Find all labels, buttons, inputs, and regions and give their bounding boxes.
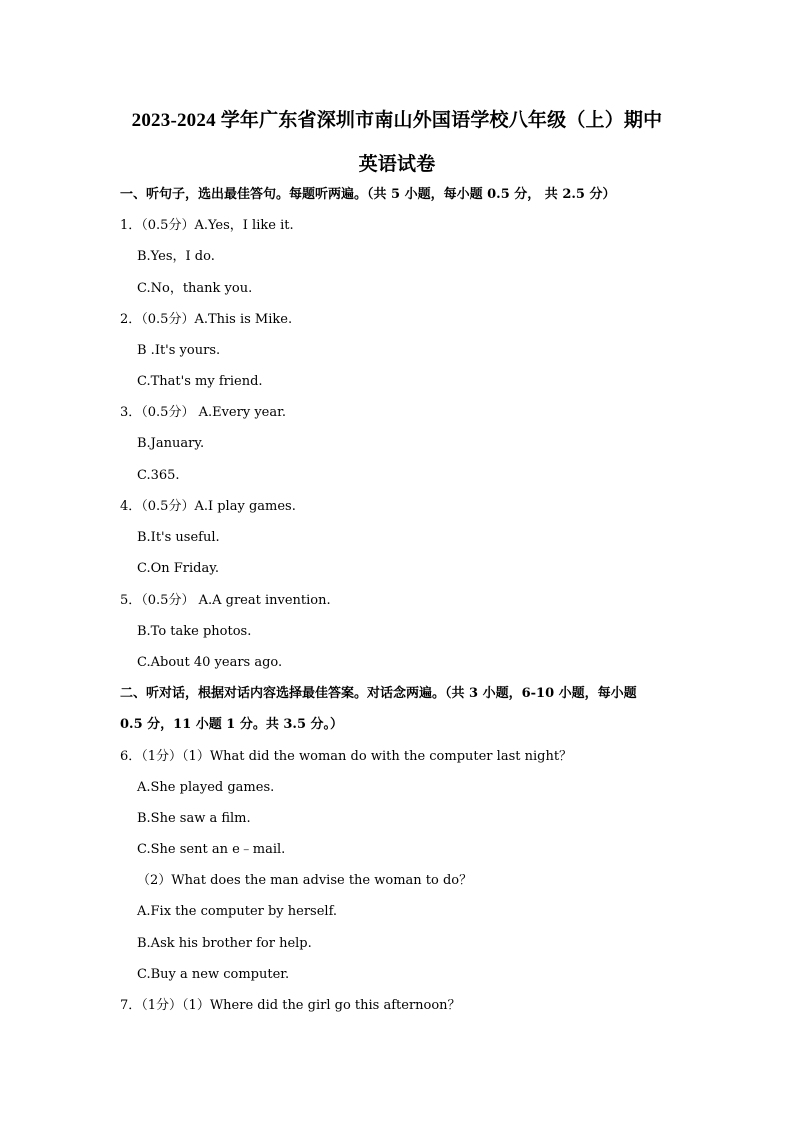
q6-sub2-stem: （2）What does the man advise the woman to do？ (137, 873, 473, 888)
q6-sub2-option-a: A.Fix the computer by herself. (137, 904, 338, 919)
q6-option-a: A.She played games. (137, 780, 275, 795)
q2-option-c: C.That's my friend. (137, 374, 263, 389)
q6-option-b: B.She saw a film. (137, 811, 251, 826)
q1-option-b: B.Yes，I do. (137, 249, 215, 264)
q6-sub2-option-b: B.Ask his brother for help. (137, 936, 312, 951)
q3-option-c: C.365. (137, 468, 180, 483)
q5-option-c: C.About 40 years ago. (137, 655, 283, 670)
q4-option-c: C.On Friday. (137, 561, 219, 576)
page-title: 2023-2024 学年广东省深圳市南山外国语学校八年级（上）期中 (131, 110, 663, 131)
section-1-header: 一、听句子，选出最佳答句。每题听两遍。（共 5 小题，每小题 0.5 分， 共 2.5 分） (120, 187, 616, 202)
q2-option-b: B .It's yours. (137, 343, 221, 358)
section-2-header-line1: 二、听对话，根据对话内容选择最佳答案。对话念两遍。（共 3 小题，6-10 小题，每小题 (120, 686, 637, 701)
q2-stem: 2．（0.5分）A.This is Mike. (120, 312, 293, 327)
q3-option-b: B.January. (137, 436, 205, 451)
page-subtitle: 英语试卷 (358, 154, 436, 175)
section-2-header-line2: 0.5 分，11 小题 1 分。共 3.5 分。） (120, 717, 344, 732)
q6-stem: 6．（1分）（1）What did the woman do with the computer last night？ (120, 749, 573, 764)
q1-option-c: C.No，thank you. (137, 281, 253, 296)
q7-stem: 7．（1分）（1）Where did the girl go this afternoon？ (120, 998, 461, 1013)
q5-option-b: B.To take photos. (137, 624, 252, 639)
q6-option-c: C.She sent an e﹣mail. (137, 842, 286, 857)
q3-stem: 3．（0.5分） A.Every year. (120, 405, 287, 420)
q6-sub2-option-c: C.Buy a new computer. (137, 967, 290, 982)
q5-stem: 5．（0.5分） A.A great invention. (120, 593, 331, 608)
q1-stem: 1．（0.5分）A.Yes，I like it. (120, 218, 294, 233)
q4-option-b: B.It's useful. (137, 530, 220, 545)
q4-stem: 4．（0.5分）A.I play games. (120, 499, 296, 514)
